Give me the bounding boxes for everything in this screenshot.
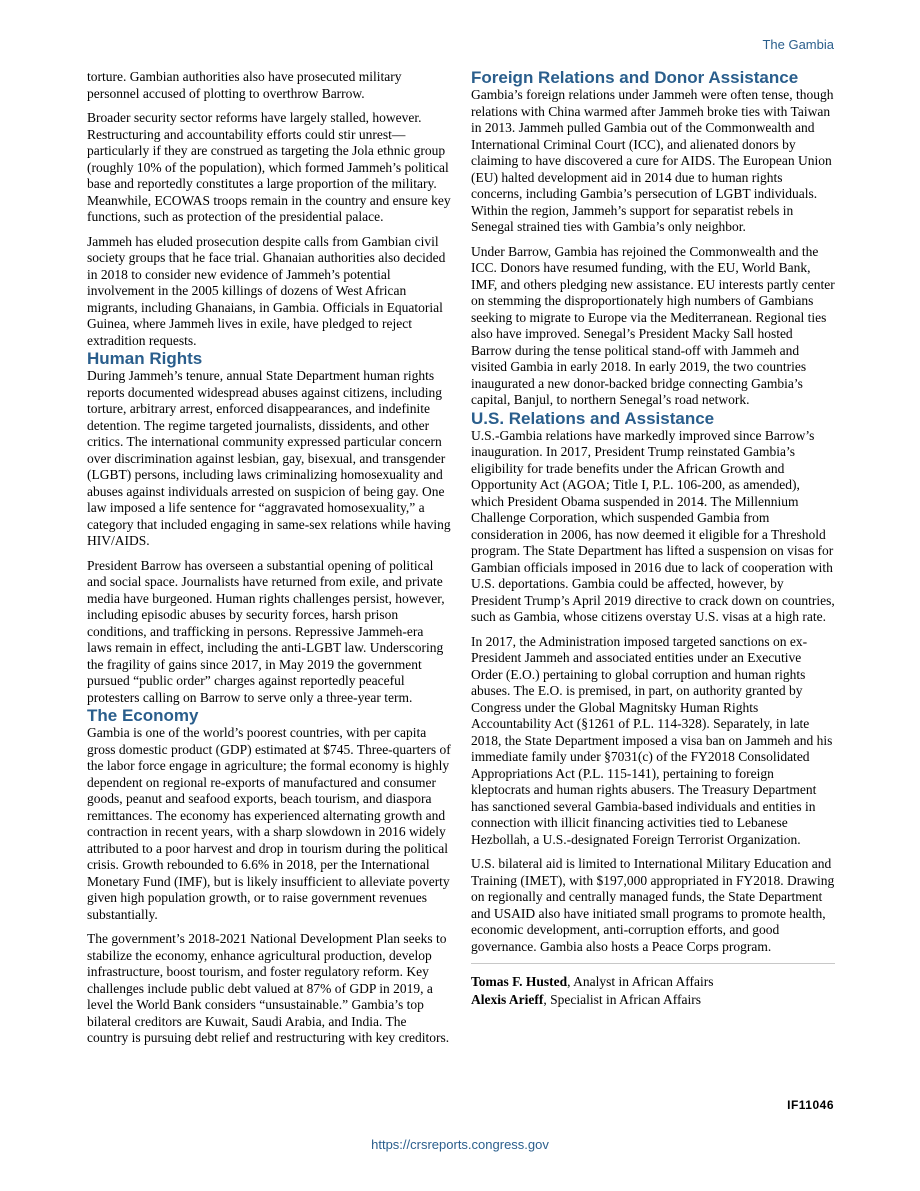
paragraph: Broader security sector reforms have largely stalled, however. Restructuring and accountability efforts could stir unrest—particularly if they are construed as targeting the Jola ethnic group (roughly 10% of the population), which formed Jammeh’s political base and reportedly constitutes a large proportion of the military. Meanwhile, ECOWAS troops remain in the country and ensure key functions, such as protection of the presidential palace. [87, 110, 451, 224]
footer-link[interactable]: https://crsreports.congress.gov [371, 1137, 549, 1152]
section-heading-economy: The Economy [87, 706, 199, 725]
author-name: Alexis Arieff [471, 992, 544, 1007]
paragraph: Under Barrow, Gambia has rejoined the Commonwealth and the ICC. Donors have resumed funding, with the EU, World Bank, IMF, and others pledging new assistance. EU interests partly center on stemming the disproportionately high numbers of Gambians seeking to migrate to Europe via the Mediterranean. Regional ties also have improved. Senegal’s President Macky Sall hosted Barrow during the tense political stand-off with Jammeh and visited Gambia in early 2018. In early 2019, the two countries inaugurated a new donor-backed bridge connecting Gambia’s capital, Banjul, to northern Senegal’s road network. [471, 243, 835, 407]
left-column [87, 69, 451, 1055]
running-title: The Gambia [762, 37, 834, 52]
author-line [471, 991, 835, 1009]
author-name: Tomas F. Husted [471, 974, 568, 989]
paragraph: U.S. bilateral aid is limited to International Military Education and Training (IMET), with $197,000 appropriated in FY2018. Drawing on regionally and centrally managed funds, the State Department and USAID also have initiated small programs to promote health, economic development, anti-corruption efforts, and good governance. Gambia also hosts a Peace Corps program. [471, 856, 835, 954]
paragraph: In 2017, the Administration imposed targeted sanctions on ex-President Jammeh and associated entities under an Executive Order (E.O.) pertaining to global corruption and human rights abuses. The E.O. is premised, in part, on authority granted by Congress under the Global Magnitsky Human Rights Accountability Act (§1261 of P.L. 114-328). Separately, in late 2018, the State Department imposed a visa ban on Jammeh and his immediate family under §7031(c) of the FY2018 Consolidated Appropriations Act (P.L. 115-141), pertaining to foreign kleptocrats and human rights abusers. The Treasury Department has sanctioned several Gambia-based individuals and entities in connection with illicit financing activities tied to Lebanese Hezbollah, a U.S.-designated Foreign Terrorist Organization. [471, 633, 833, 847]
paragraph: Gambia’s foreign relations under Jammeh were often tense, though relations with China warmed after Jammeh broke ties with Taiwan in 2013. Jammeh pulled Gambia out of the Commonwealth and International Criminal Court (ICC), and alienated donors by claiming to have discovered a cure for AIDS. The European Union (EU) halted development aid in 2014 due to human rights concerns, including Gambia’s persecution of LGBT individuals. Within the region, Jammeh’s support for separatist rebels in Senegal strained ties with Gambia’s only neighbor. [471, 87, 834, 234]
paragraph: During Jammeh’s tenure, annual State Department human rights reports documented widespread abuses against citizens, including torture, arbitrary arrest, enforced disappearances, and indefinite detention. The regime targeted journalists, dissidents, and other critics. The international community expressed particular concern over discrimination against lesbian, gay, bisexual, and transgender (LGBT) persons, including laws criminalizing homosexuality and abuses against individuals arrested on suspicion of being gay. One law imposed a life sentence for “aggravated homosexuality,” a category that included engaging in same-sex relations while having HIV/AIDS. [87, 368, 451, 548]
paragraph: torture. Gambian authorities also have prosecuted military personnel accused of plotting to overthrow Barrow. [87, 69, 402, 101]
report-id: IF11046 [787, 1098, 834, 1112]
paragraph: Jammeh has eluded prosecution despite calls from Gambian civil society groups that he face trial. Ghanaian authorities also decided in 2018 to consider new evidence of Jammeh’s potential involvement in the 2005 killings of dozens of West African migrants, including Ghanaians, in Gambia. Officials in Equatorial Guinea, where Jammeh lives in exile, have pledged to reject extradition requests. [87, 233, 446, 348]
author-line [471, 973, 835, 991]
section-heading-foreign-relations: Foreign Relations and Donor Assistance [471, 68, 799, 87]
paragraph: President Barrow has overseen a substantial opening of political and social space. Journalists have returned from exile, and private media have burgeoned. Human rights challenges persist, however, including episodic abuses by security forces, harsh prison conditions, and trafficking in persons. Repressive Jammeh-era laws remain in effect, including the anti-LGBT law. Underscoring the fragility of gains since 2017, in May 2019 the government pursued “public order” charges against reportedly peaceful protesters calling on Barrow to serve only a three-year term. [87, 557, 445, 705]
paragraph: Gambia is one of the world’s poorest countries, with per capita gross domestic product (GDP) estimated at $745. Three-quarters of the labor force engage in agriculture; the formal economy is highly dependent on regional re-exports of manufactured and consumer goods, peanut and seafood exports, beach tourism, and diaspora remittances. The economy has experienced alternating growth and contraction in recent years, with a sharp slowdown in 2016 widely attributed to a poor harvest and drop in tourism during the political crisis. Growth rebounded to 6.6% in 2018, per the International Monetary Fund (IMF), but is likely insufficient to alleviate poverty given high population growth, or to raise government revenues substantially. [87, 725, 451, 922]
divider [471, 963, 835, 964]
paragraph: U.S.-Gambia relations have markedly improved since Barrow’s inauguration. In 2017, President Trump reinstated Gambia’s eligibility for trade benefits under the African Growth and Opportunity Act (AGOA; Title I, P.L. 106-200, as amended), which President Obama suspended in 2014. The Millennium Challenge Corporation, which suspended Gambia from consideration in 2006, has now deemed it eligible for a Threshold program. The State Department has lifted a suspension on visas for Gambian officials imposed in 2016 due to lack of cooperation with U.S. deportations. Gambia could be affected, however, by President Trump’s April 2019 directive to crack down on countries, such as Gambia, whose citizens overstay U.S. visas at a high rate. [471, 427, 835, 624]
section-heading-human-rights: Human Rights [87, 349, 203, 368]
paragraph: The government’s 2018-2021 National Development Plan seeks to stabilize the economy, enhance agricultural production, develop infrastructure, boost tourism, and foster regulatory reform. Key challenges include public debt valued at 87% of GDP in 2019, a level the World Bank considers “unsustainable.” Gambia’s top bilateral creditors are Kuwait, Saudi Arabia, and India. The country is pursuing debt relief and restructuring with key creditors. [87, 931, 450, 1045]
author-title: , Specialist in African Affairs [543, 992, 701, 1007]
section-heading-us-relations: U.S. Relations and Assistance [471, 408, 715, 428]
right-column [471, 69, 835, 1009]
author-title: , Analyst in African Affairs [567, 974, 714, 989]
